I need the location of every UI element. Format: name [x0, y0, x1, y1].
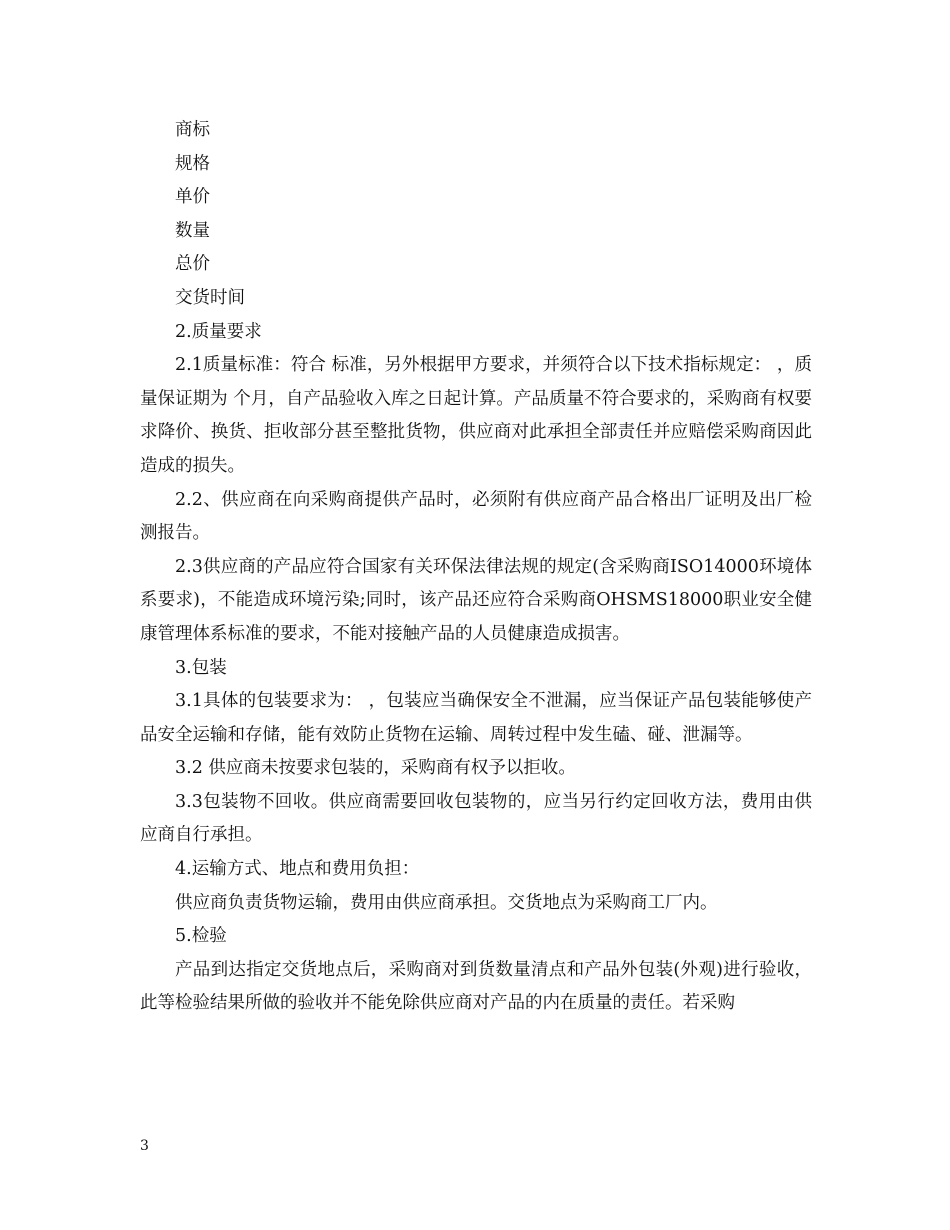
paragraph-environmental: 2.3供应商的产品应符合国家有关环保法律法规的规定(含采购商ISO14000环境体系要求)，不能造成环境污染;同时，该产品还应符合采购商OHSMS18000职业安全健康管理体系标准的要求，不能对接触产品的人员健康造成损害。	[140, 556, 812, 644]
paragraph-total-price: 总价	[175, 254, 210, 275]
paragraph-certificate: 2.2、供应商在向采购商提供产品时，必须附有供应商产品合格出厂证明及出厂检测报告。	[140, 489, 812, 544]
heading-inspection: 5.检验	[175, 926, 227, 947]
document-body	[140, 114, 812, 1021]
heading-packaging: 3.包装	[175, 657, 227, 678]
paragraph-quality-standard: 2.1质量标准：符合 标准，另外根据甲方要求，并须符合以下技术指标规定： ，质量保证期为 个月，自产品验收入库之日起计算。产品质量不符合要求的，采购商有权要求降价、换货、拒收部分甚至整批货物，供应商对此承担全部责任并应赔偿采购商因此造成的损失。	[140, 355, 812, 476]
heading-transport: 4.运输方式、地点和费用负担：	[175, 859, 420, 880]
page-number: 3	[140, 1138, 149, 1154]
paragraph-packaging-requirements: 3.1具体的包装要求为： ，包装应当确保安全不泄漏，应当保证产品包装能够使产品安全运输和存储，能有效防止货物在运输、周转过程中发生磕、碰、泄漏等。	[140, 691, 812, 745]
paragraph-unit-price: 单价	[175, 187, 210, 208]
paragraph-trademark: 商标	[175, 120, 210, 140]
paragraph-packaging-rejection: 3.2 供应商未按要求包装的，采购商有权予以拒收。	[175, 758, 576, 779]
paragraph-delivery-time: 交货时间	[175, 287, 245, 308]
paragraph-transport: 供应商负责货物运输，费用由供应商承担。交货地点为采购商工厂内。	[175, 892, 718, 913]
heading-quality-requirements: 2.质量要求	[175, 321, 262, 342]
paragraph-packaging-recovery: 3.3包装物不回收。供应商需要回收包装物的，应当另行约定回收方法，费用由供应商自行承担。	[140, 791, 812, 846]
paragraph-specification: 规格	[175, 153, 210, 174]
paragraph-inspection: 产品到达指定交货地点后，采购商对到货数量清点和产品外包装(外观)进行验收，此等检验结果所做的验收并不能免除供应商对产品的内在质量的责任。若采购	[140, 959, 812, 1014]
paragraph-quantity: 数量	[175, 220, 210, 241]
